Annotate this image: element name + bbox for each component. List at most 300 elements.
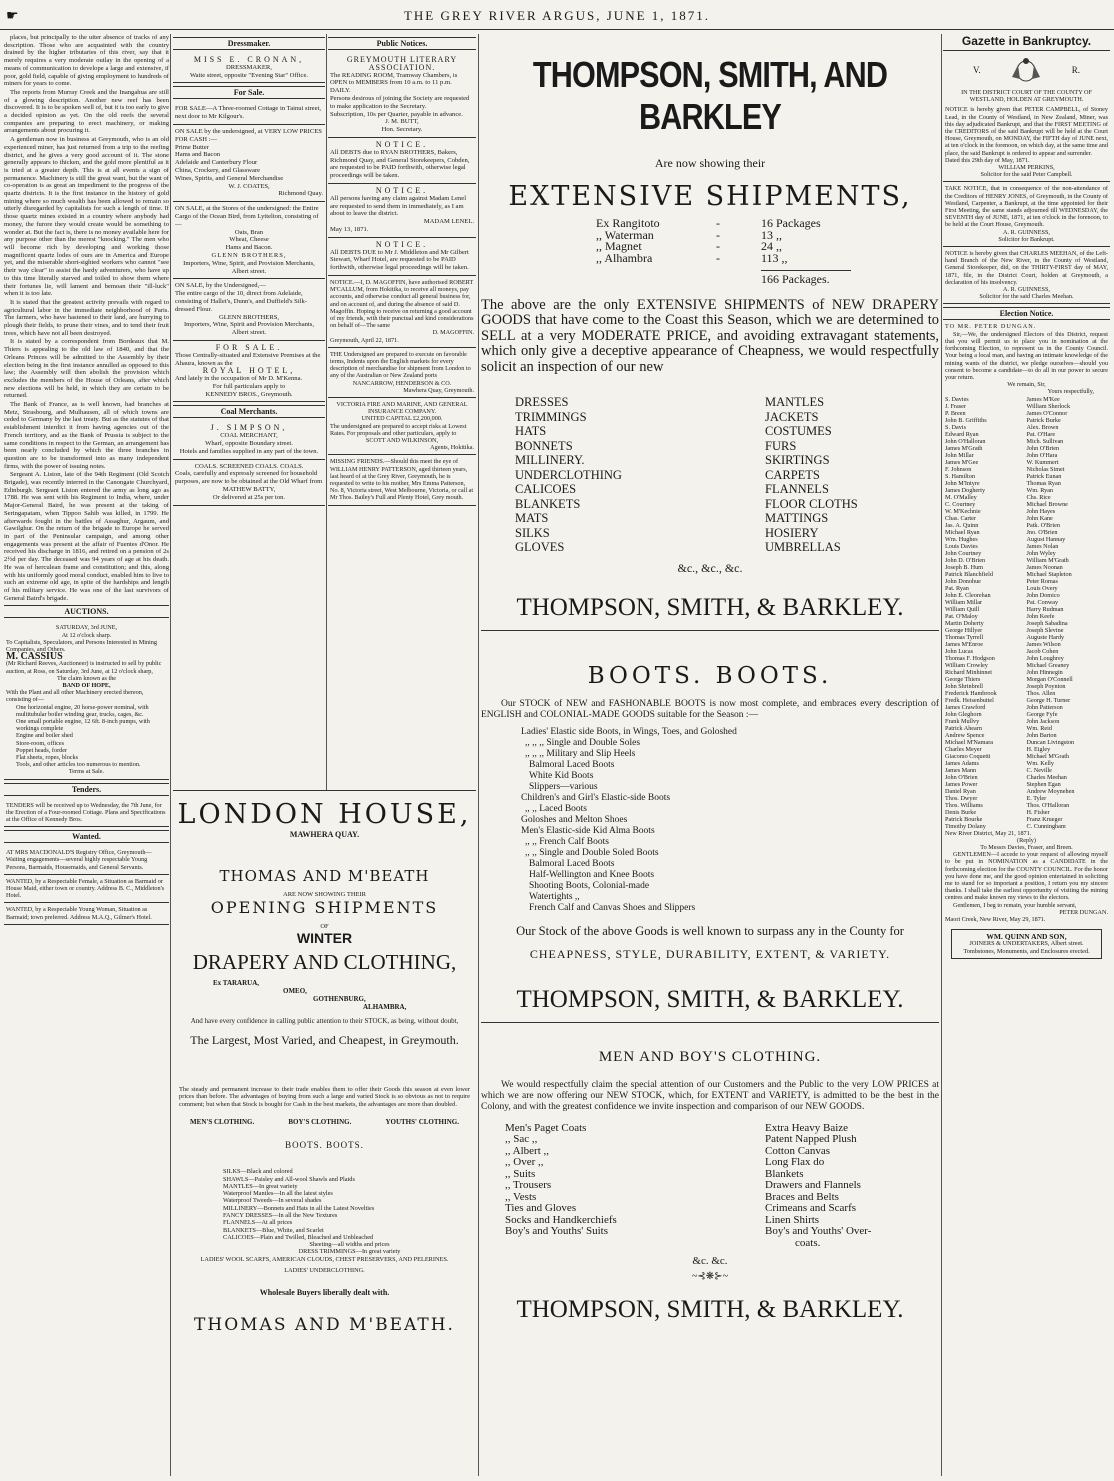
election-yours: Yours respectfully, bbox=[1047, 388, 1094, 396]
news-paragraph: It is stated by a correspondent from Bordeaux that M. Thiers is appealing to the old law of 1840, and that the Orleans Princes will be admitted to the Assembly by their election being in the first instance annulled as opposed to this law; the Assembly will then abolish the provision which excludes the members of the House of Orleans, after which new elections will be held, in which they are certain to be returned. bbox=[4, 338, 169, 400]
elector-name: Thos. Allen bbox=[1026, 689, 1056, 697]
hotel-sale-body: Those Centrally-situated and Extensive Premises at the Ahaura, known as the bbox=[175, 351, 321, 367]
clothing-label: MEN'S CLOTHING. bbox=[190, 1118, 255, 1127]
elector-name: Giacomo Coquetti bbox=[945, 752, 991, 760]
elector-name: John Domico bbox=[1026, 591, 1060, 599]
elector-name: John Patterson bbox=[1026, 703, 1063, 711]
elector-name: John Loughrey bbox=[1026, 654, 1064, 662]
sale-location: Richmond Quay. bbox=[278, 190, 323, 198]
goods-item: BLANKETS bbox=[515, 496, 581, 511]
elector-name: Pat. Ryan bbox=[945, 584, 969, 592]
elector-name: James Adams bbox=[945, 759, 979, 767]
elector-name: Franz Krueger bbox=[1026, 815, 1063, 823]
elector-name: William Sherlock bbox=[1026, 402, 1071, 410]
elector-name: Jacob Cohen bbox=[1026, 647, 1059, 655]
auctioneer-name: M. CASSIUS bbox=[6, 651, 63, 663]
men-item: ,, Albert ,, bbox=[505, 1144, 549, 1157]
elector-name: James Nolan bbox=[1026, 542, 1059, 550]
men-item: Blankets bbox=[765, 1167, 804, 1180]
men-item: Long Flax do bbox=[765, 1156, 825, 1168]
notice-signature: MADAM LENEL. bbox=[423, 218, 474, 226]
elector-name: George Thiers bbox=[945, 675, 981, 683]
insurance-capital: UNITED CAPITAL £2,200,000. bbox=[361, 415, 443, 423]
section-heading-election: Election Notice. bbox=[943, 307, 1110, 320]
london-item: DRESS TRIMMINGS—In great variety bbox=[298, 1248, 401, 1256]
reply-body: GENTLEMEN—I accede to your request of allowing myself to be put in NOMINATION as a CANDIDATE in the forthcoming election for the COUNTY COUNCIL. For the honor you have done me, and the good opinion entertained in soliciting me to stand for so important a position, I return you my sincere thanks. I shall take the earliest opportunity of visiting the mining centres and make known my views to the electors. bbox=[945, 851, 1108, 902]
elector-name: Thos. Dwyer bbox=[945, 794, 978, 802]
coal-title: COALS. SCREENED COALS. COALS. bbox=[194, 462, 304, 470]
coal-address: Wharf, opposite Boundary street. bbox=[205, 440, 293, 448]
elector-name: Thos. Williams bbox=[945, 801, 983, 809]
insurance-body: The undersigned are prepared to accept risks at Lowest Rates. For proposals and other particulars, apply to bbox=[330, 422, 467, 437]
insurance-notice bbox=[328, 398, 476, 455]
shipment-qty: 16 Packages bbox=[761, 216, 821, 230]
goods-list bbox=[515, 395, 939, 555]
elector-name: W. Kummert bbox=[1026, 458, 1059, 466]
elector-name: John Millar bbox=[945, 451, 974, 459]
auction-time: At 12 o'clock sharp. bbox=[61, 631, 112, 639]
missing-friends-notice: MISSING FRIENDS.—Should this meet the eye of WILLIAM HENRY PATTERSON, aged thirteen years, last heard of at the Grey River, Greymouth, he is requested to write to his mother, Mrs Emma Patterson, No. 8, Victoria street, West Melbourne, Victoria, or call at Mr Thos. Bailey's Full and Plenty Hotel, Grey mouth. bbox=[328, 455, 476, 505]
elector-name: William Quill bbox=[945, 605, 980, 613]
goods-item: FLANNELS bbox=[765, 482, 829, 496]
ship-name: GOTHENBURG, bbox=[313, 995, 366, 1003]
notice-body: NOTICE is hereby given that PETER CAMPBELL, of Stoney Lead, in the County of Westland, in New Zealand, Miner, was this day adjudicated Bankrupt, and that the FIRST MEETING of the CREDITORS of the said Bankrupt will be held at the Court House, Greymouth, on MONDAY, the FIFTH day of JUNE next, at ten o'clock in the forenoon, on which day, at the same time and place, the said Bankrupt is ordered to appear and surrender. bbox=[945, 106, 1108, 157]
men-item: coats. bbox=[795, 1236, 821, 1249]
bankruptcy-notice bbox=[943, 247, 1110, 304]
elector-name: John D. O'Brien bbox=[945, 556, 986, 564]
elector-name: William M'Grath bbox=[1026, 556, 1069, 564]
shipment-dash: - bbox=[716, 227, 720, 242]
section-heading-wanted: Wanted. bbox=[4, 830, 169, 843]
wanted-ad: WANTED, by a Respectable Young Woman, Situation as Barmaid; town preferred. Address M.A.Q., Gilmer's Hotel. bbox=[4, 903, 169, 924]
notice bbox=[328, 138, 476, 184]
election-addressee: TO MR. PETER DUNGAN. bbox=[945, 323, 1037, 331]
elector-name: H. Eigley bbox=[1026, 745, 1051, 753]
hotel-agent: KENNEDY BROS., Greymouth. bbox=[205, 390, 293, 398]
elector-name: Wm. Hughes bbox=[945, 535, 978, 543]
plant-intro: With the Plant and all other Machinery erected thereon, consisting of— bbox=[6, 689, 144, 704]
elector-name: Louis Davies bbox=[945, 542, 978, 550]
elector-name: C. Cunningham bbox=[1026, 822, 1066, 830]
column-gazette bbox=[943, 34, 1110, 1476]
men-item: Socks and Handkerchiefs bbox=[505, 1213, 617, 1226]
sale-ad bbox=[173, 279, 325, 341]
thompson-smith-barkley-ad bbox=[481, 34, 939, 1476]
notice-body: All DEBTS due to RYAN BROTHERS, Bakers, Richmond Quay, and General Storekeepers, Cobden, are requested to be PAID forthwith, otherwise legal proceedings will be taken. bbox=[330, 148, 470, 180]
plant-list bbox=[6, 704, 167, 769]
coal-ad bbox=[173, 460, 325, 506]
goods-item: FLOOR CLOTHS bbox=[765, 496, 858, 511]
goods-column bbox=[515, 395, 765, 555]
shipment-ship: Ex Rangitoto bbox=[596, 216, 660, 230]
sale-body: The entire cargo of the 10, direct from Adelaide, consisting of Hallet's, Dunn's, and Duffield's Silk-dressed Flour. bbox=[175, 290, 308, 313]
hotel-occupation: And lately in the occupation of Mr D. M'Kenna. bbox=[175, 375, 303, 383]
elector-name: John Hayes bbox=[1026, 507, 1056, 515]
cheapness-line: CHEAPNESS, STYLE, DURABILITY, EXTENT, & VARIETY. bbox=[529, 946, 891, 961]
elector-name: Denis Burke bbox=[945, 808, 977, 816]
auction-body: (Mr Richard Reeves, Auctioneer) is instructed to sell by public auction, at Ross, on Saturday, 3rd June, at 12 o'clock sharp, bbox=[6, 660, 162, 675]
tender-ad: TENDERS will be received up to Wednesday, the 7th June, for the Erection of a Four-roomed Cottage. Plans and Specifications at the Office of Kennedy Bros. bbox=[4, 799, 169, 828]
elector-name: George H. Turner bbox=[1026, 696, 1071, 704]
dressmaker-address: Waite street, opposite "Evening Star" Office. bbox=[189, 71, 309, 79]
reply-heading: (Reply) bbox=[1017, 836, 1036, 844]
elector-name: James M'Grath bbox=[945, 444, 983, 452]
plant-item: One small portable engine, 12 6ft. 8-inch pumps, with workings complete bbox=[16, 717, 150, 733]
elector-name: Richard Minhinnet bbox=[945, 668, 992, 676]
news-paragraph: A gentleman now in business at Greymouth, who is an old experienced miner, has just returned from a trip to the reefing district, and he gives a very good account of it. The stone generally appears to thicken, and the gold more plentiful as it is tried at a greater depth. This is at all events a sign of permanence. Machinery is still the great want, but the want of co-operation is as great an impediment to the progress of the quartz districts. It is the first instance in the history of gold mining where so much wealth has been allowed to remain so utterly disregarded by capitalists for such a length of time. If those quartz mines existed in a country where anybody had money, the furore they would create would be something to wonder at. But the fact is, there is no money available here for any purpose other than the merest "knocking." The men who will become rich by developing and working those magnificent quartz lodes of ours are in America and Europe yet, and the miserable short-sighted workers who cannot "see their way clear" to assist the hardy adventurers, who have up to this time literally starved and toiled to show them where their fortunes lie, will lament and bemoan their "ill-luck" when it is too late. bbox=[4, 136, 169, 298]
elector-name: Daniel Ryan bbox=[945, 787, 976, 795]
tsb-showing: Are now showing their bbox=[654, 156, 766, 170]
boots-item: ,, ,, French Calf Boots bbox=[525, 836, 609, 847]
ship-name: ALHAMBRA, bbox=[363, 1003, 407, 1011]
elector-name: James O'Connor bbox=[1026, 409, 1068, 417]
goods-item: HATS bbox=[515, 424, 547, 438]
notice-title: NOTICE. bbox=[375, 185, 429, 195]
boots-item: Half-Wellington and Knee Boots bbox=[529, 869, 655, 880]
sale-signature: W. J. COATES, bbox=[228, 182, 270, 190]
men-item: Braces and Belts bbox=[765, 1190, 839, 1203]
insurance-location: Agents, Hokitika. bbox=[430, 444, 474, 452]
elector-name: Edward Ryan bbox=[945, 430, 979, 438]
tsb-headline: THOMPSON, SMITH, AND BARKLEY bbox=[532, 54, 888, 137]
men-item: Extra Heavy Baize bbox=[765, 1121, 849, 1134]
shipments-table bbox=[596, 218, 939, 286]
elector-name: Joseph B. Hum bbox=[945, 563, 983, 571]
sale-item: Adelaide and Canterbury Flour bbox=[175, 159, 258, 167]
boots-intro: Our STOCK of NEW and FASHONABLE BOOTS is now most complete, and embraces every description of ENGLISH and COLONIAL-MADE GOODS suitable for the Season :— bbox=[481, 698, 939, 720]
elector-name: Nicholas Simet bbox=[1026, 465, 1065, 473]
men-clothing-title: MEN AND BOY'S CLOTHING. bbox=[598, 1048, 822, 1065]
london-item: Waterproof Tweeds—In several shades bbox=[223, 1197, 322, 1205]
goods-item: HOSIERY bbox=[765, 525, 819, 540]
men-etc: &c. &c. bbox=[692, 1255, 728, 1267]
notice-date: Dated this 29th day of May, 1871. bbox=[945, 156, 1030, 164]
elector-name: John Wyley bbox=[1026, 549, 1056, 557]
elector-name: John Shrinbrell bbox=[945, 682, 983, 690]
elector-name: P. Breen bbox=[945, 409, 966, 417]
auction-audience: To Capitalists, Speculators, and Persons Interested in Mining Companies, and Others. bbox=[6, 638, 157, 653]
men-item: Men's Paget Coats bbox=[505, 1121, 587, 1134]
elector-name: John O'Brien bbox=[945, 773, 978, 781]
elector-name: J. Fraser bbox=[945, 402, 966, 410]
shipment-row bbox=[596, 250, 939, 265]
coat-of-arms-icon bbox=[1008, 57, 1044, 83]
elector-name: John Donohue bbox=[945, 577, 981, 585]
sale-signature: GLENN BROTHERS, bbox=[218, 313, 280, 321]
notice bbox=[328, 238, 476, 276]
undertaker-name: WM. QUINN AND SON, bbox=[986, 932, 1067, 942]
ship-ex: Ex TARARUA, bbox=[213, 979, 260, 987]
section-heading-auctions: AUCTIONS. bbox=[4, 605, 169, 618]
notice-date: May 13, 1871. bbox=[330, 225, 369, 233]
elector-name: John B. Griffiths bbox=[945, 416, 987, 424]
stock-line: Our Stock of the above Goods is well known to surpass any in the County for bbox=[516, 923, 904, 938]
news-paragraph: The reports from Murray Creek and the Inangahua are still of a glowing description. Another new reef has been discovered. It is to be spoken well of, but it is too early to give a decided opinion as yet. On the old reefs the several companies are preparing to erect machinery, or making arrangements about procuring it. bbox=[4, 88, 169, 135]
shipment-qty: 13 ,, bbox=[761, 227, 782, 242]
goods-item: BONNETS bbox=[515, 438, 573, 453]
literary-role: Hon. Secretary. bbox=[381, 126, 423, 134]
elector-name: Joseph Sabadina bbox=[1026, 619, 1068, 627]
elector-name: George Fyfe bbox=[1026, 710, 1058, 718]
elector-name: S. Hamilton bbox=[945, 472, 975, 480]
news-paragraph: Sergeant A. Liston, late of the 94th Regiment (Old Scotch Brigade), was recently interred in the Canongate Churchyard, Edinburgh. Sergeant Liston entered the army as long ago as 1788. He was sent with his Regiment to India, where, under Major-General Baird, he was present at the taking of Seringapatam, when Tippoo Sahib was killed, in 1799. He afterwards fought in the battles of Assaghur, Argaum, and Gawilghur. On the return of the brigade to Europe he served in part of the Peninsular campaign, and among other engagements was present at the affair of Fuentes d'Onor. He received his discharge in 1816, and retired on a pension of 2s 2½d per day. The deceased was 94 years of age at his death. He was of herculean frame and constitution; and this, along with his uniformly good moral conduct, enabled him to live to such an extreme old age, in spite of the hardships and length of his military service. He was one of the last survivors of General Baird's brigade. bbox=[4, 471, 169, 602]
notice bbox=[328, 276, 476, 348]
divider bbox=[481, 630, 939, 631]
elector-name: John Barton bbox=[1026, 731, 1057, 739]
elector-name: Andrew Spence bbox=[945, 731, 985, 739]
shipment-qty: 24 ,, bbox=[761, 239, 782, 253]
elector-name: S. Davis bbox=[945, 423, 966, 431]
sale-location: Importers, Wine, Spirit, and Provision Merchants, Albert street. bbox=[183, 259, 315, 275]
tsb-signature: THOMPSON, SMITH, & BARKLEY. bbox=[516, 593, 904, 621]
section-heading-dressmaker: Dressmaker. bbox=[173, 37, 325, 50]
elector-name: Wm. Kelly bbox=[1026, 759, 1054, 767]
indent-notice bbox=[328, 348, 476, 398]
tsb-extensive: EXTENSIVE SHIPMENTS, bbox=[508, 181, 912, 212]
london-item: MILLINERY—Bonnets and Hats in all the Latest Novelties bbox=[223, 1204, 375, 1212]
elector-name: John Lucas bbox=[945, 647, 974, 655]
goods-item: CALICOES bbox=[515, 482, 577, 496]
sale-item: Oats, Bran bbox=[234, 228, 264, 236]
goods-item: MANTLES bbox=[765, 395, 825, 409]
london-steady: The steady and permanent increase to their trade enables them to offer their Goods this season at even lower prices than before. The advantages of buying from such a large and varied Stock is so obvious as not to require comment; but when that Stock is bought for Cash in the best markets, the advantages are more than doubled. bbox=[179, 1086, 470, 1108]
sale-location: Importers, Wine, Spirit and Provision Merchants, Albert street. bbox=[183, 321, 314, 337]
elector-name: James Dogherty bbox=[945, 486, 986, 494]
elector-name: Frederick Hambrook bbox=[945, 689, 997, 697]
london-item: BLANKETS—Blue, White, and Scarlet bbox=[223, 1226, 324, 1234]
men-item: ,, Trousers bbox=[505, 1179, 552, 1191]
gazette-title: Gazette in Bankruptcy. bbox=[943, 34, 1110, 51]
goods-item: SKIRTINGS bbox=[765, 453, 830, 467]
boots-item: Shooting Boots, Colonial-made bbox=[529, 880, 650, 891]
london-house-title: LONDON HOUSE, bbox=[177, 799, 472, 830]
boots-item: ,, ,, ,, Single and Double Soles bbox=[525, 737, 641, 748]
elector-name: Michael Stapleton bbox=[1026, 570, 1072, 578]
notice-location: Mawhera Quay, Greymouth. bbox=[403, 386, 474, 394]
elector-name: Thomas F. Hodgson bbox=[945, 654, 995, 662]
clothing-label: YOUTHS' CLOTHING. bbox=[385, 1118, 459, 1127]
notice-signature: NANCARROW, HENDERSON & CO. bbox=[352, 379, 452, 387]
news-paragraph: The Bank of France, as is well known, had branches at Metz, Strasbourg, and Mulhausen, all of which towns are ceded to Germany by the last treaty. But as the statutes of that establishment interdict it from having agencies out of the French territory, and as the Bank of Prussia is subject to the same conditions in respect to the German, an arrangement has been nearly concluded by which the three branches in question are to be transformed into as many independent firms, with the power of issuing notes. bbox=[4, 401, 169, 470]
elector-name: John O'Hara bbox=[1026, 451, 1058, 459]
goods-item: MATTINGS bbox=[765, 511, 829, 525]
men-item: Cotton Canvas bbox=[765, 1144, 831, 1157]
plant-item: One horizontal engine, 20 horse-power nominal, with multitubular boiler winding gear, trucks, cages, &c. bbox=[16, 703, 149, 718]
london-house-location: MAWHERA QUAY. bbox=[289, 830, 360, 839]
dressmaker-trade: DRESSMAKER, bbox=[226, 63, 272, 71]
london-item: CALICOES—Plain and Twilled, Bleached and Unbleached bbox=[223, 1233, 374, 1241]
literary-body: Subscription, 10s per Quarter, payable in advance. bbox=[330, 110, 463, 118]
notice-body: NOTICE is hereby given that CHARLES MEEHAN, of the Left-hand Branch of the New River, in the County of Westland, General Storekeeper, did, on the THIRTY-FIRST day of MAY, 1871, file, in the District Court, holden at Greymouth, a declaration of his insolvency. bbox=[945, 250, 1108, 286]
reply-signature: PETER DUNGAN. bbox=[1059, 908, 1108, 916]
wanted-ad: WANTED, by a Respectable Female, a Situation as Barmaid or House Maid, either town or country. Address B. C., Middleton's Hotel. bbox=[4, 875, 169, 904]
sale-ad: FOR SALE—A Three-roomed Cottage in Tainui street, next door to Mr Kilgour's. bbox=[173, 102, 325, 125]
goods-item: UMBRELLAS bbox=[765, 540, 841, 554]
auction-date: SATURDAY, 3rd JUNE, bbox=[55, 624, 118, 632]
reply-location: Maori Creek, New River, May 29, 1871. bbox=[945, 915, 1046, 923]
men-column bbox=[765, 1123, 871, 1250]
elector-name: Thomas Ryan bbox=[1026, 479, 1061, 487]
elector-name: John Hinnegin bbox=[1026, 668, 1063, 676]
tsb-signature: THOMPSON, SMITH, & BARKLEY. bbox=[516, 985, 904, 1013]
boots-item: Ladies' Elastic side Boots, in Wings, Toes, and Goloshed bbox=[521, 726, 737, 737]
elector-name: Morgan O'Connell bbox=[1026, 675, 1073, 683]
men-intro: We would respectfully claim the special attention of our Customers and the Public to the very LOW PRICES at which we are now offering our NEW STOCK, which, for EXTENT and VARIETY, is admitted to be the best in the Colony, and with the greatest confidence we invite inspection and comparison of our NEW GOODS. bbox=[481, 1079, 939, 1112]
dressmaker-name: MISS E. CRONAN, bbox=[193, 55, 305, 64]
shipment-total: 166 Packages. bbox=[761, 270, 851, 286]
notice-date: Greymouth, April 22, 1871. bbox=[330, 336, 399, 344]
london-confidence: And have every confidence in calling public attention to their STOCK, as being, without doubt, bbox=[190, 1017, 459, 1025]
boots-item: ,, ,, ,, Military and Slip Heels bbox=[525, 748, 636, 759]
column-news bbox=[4, 34, 169, 1476]
ship-name: OMEO, bbox=[283, 987, 307, 995]
crest-letter: V. bbox=[973, 65, 981, 75]
notice-signature: A. R. GUINNESS, bbox=[1003, 228, 1050, 236]
hotel-particulars: For full particulars apply to bbox=[212, 382, 286, 390]
clothing-row bbox=[173, 1118, 476, 1126]
hotel-sale-ad bbox=[173, 341, 325, 403]
boots-item: ,, ,, Single and Double Soled Boots bbox=[525, 847, 659, 858]
goods-item: SILKS bbox=[515, 525, 550, 540]
clothing-label: BOY'S CLOTHING. bbox=[288, 1118, 352, 1127]
elector-name: Patrick Burke bbox=[1026, 416, 1061, 424]
tsb-paragraph: The above are the only EXTENSIVE SHIPMENTS of NEW DRAPERY GOODS that have come to the Coast this Season, which we are determined to SELL at a very MODERATE PRICE, and avoiding extravagant statements, which only give a deceptive appearance of Cheapness, we would respectfully solicit an inspection of our new bbox=[481, 296, 939, 375]
sale-signature: GLENN BROTHERS, bbox=[211, 251, 287, 259]
hotel-name: ROYAL HOTEL, bbox=[202, 366, 296, 376]
elector-name: Peter Romas bbox=[1026, 577, 1058, 585]
shipment-dash: - bbox=[716, 250, 720, 265]
election-date: New River District, May 21, 1871. bbox=[945, 829, 1032, 837]
goods-column bbox=[765, 395, 858, 555]
coal-ad bbox=[173, 421, 325, 459]
sale-intro: ON SALE, by the Undersigned,— bbox=[175, 282, 266, 290]
london-item: MANTLES—In great variety bbox=[223, 1182, 298, 1190]
men-item: ,, Over ,, bbox=[505, 1156, 544, 1168]
men-item: Crimeans and Scarfs bbox=[765, 1202, 857, 1214]
boots-item: French Calf and Canvas Shoes and Slippers bbox=[529, 902, 696, 913]
auction-ad bbox=[4, 621, 169, 779]
elector-name: Frank Mullvy bbox=[945, 717, 980, 725]
notice bbox=[328, 184, 476, 238]
goods-item: DRESSES bbox=[515, 395, 569, 409]
elector-name: George Hillyer bbox=[945, 626, 983, 634]
sale-item: Wheat, Cheese bbox=[229, 236, 269, 244]
sale-item: Prime Butter bbox=[175, 143, 209, 151]
auction-terms: Terms at Sale. bbox=[68, 768, 105, 776]
london-footer: THOMAS AND M'BEATH. bbox=[194, 1314, 455, 1335]
london-house-ad bbox=[173, 790, 476, 1476]
goods-item: JACKETS bbox=[765, 409, 819, 424]
elector-name: Martin Doherty bbox=[945, 619, 984, 627]
elector-name: John Keefe bbox=[1026, 612, 1055, 620]
elector-name: William Crowley bbox=[945, 661, 988, 669]
london-largest: The Largest, Most Varied, and Cheapest, in Greymouth. bbox=[190, 1033, 459, 1047]
elector-name: C. Courtney bbox=[945, 500, 976, 508]
sale-ad bbox=[173, 202, 325, 279]
elector-name: James M'Enroe bbox=[945, 640, 984, 648]
elector-name: John Kane bbox=[1026, 514, 1053, 522]
plant-item: Tools, and other articles too numerous to mention. bbox=[16, 761, 141, 769]
column-rule bbox=[478, 34, 479, 1476]
insurance-title: VICTORIA FIRE AND MARINE, AND GENERAL INSURANCE COMPANY. bbox=[336, 400, 468, 416]
men-item: Drawers and Flannels bbox=[765, 1179, 861, 1191]
literary-body: Persons desirous of joining the Society are requested to make application to the Secretary. bbox=[330, 94, 470, 110]
section-heading-coal: Coal Merchants. bbox=[173, 405, 325, 418]
boots-item: Goloshes and Melton Shoes bbox=[521, 814, 628, 825]
elector-name: Andrew Moynehen bbox=[1026, 787, 1075, 795]
boots-item: Slippers—various bbox=[529, 781, 598, 792]
elector-name: Pat. Conway bbox=[1026, 598, 1059, 606]
elector-name: James M'Gee bbox=[945, 458, 979, 466]
elector-name: Thos. O'Halloran bbox=[1026, 801, 1070, 809]
elector-name: Stephen Egan bbox=[1026, 780, 1061, 788]
notice-signature: D. MAGOFFIN. bbox=[432, 329, 474, 337]
elector-name: Patrick Eunan bbox=[1026, 472, 1062, 480]
column-rule bbox=[941, 34, 942, 1476]
royal-crest bbox=[943, 51, 1110, 89]
london-showing: ARE NOW SHOWING THEIR bbox=[283, 891, 366, 898]
men-item: Linen Shirts bbox=[765, 1213, 820, 1226]
london-of: OF bbox=[320, 923, 329, 930]
elector-name: Michael Ryan bbox=[945, 528, 980, 536]
election-remain: We remain, Sir, bbox=[1007, 381, 1046, 389]
boots-item: Watertights ,, bbox=[529, 891, 580, 902]
notice-role: Solicitor for Bankrupt. bbox=[998, 235, 1055, 243]
men-column bbox=[505, 1123, 765, 1250]
men-item: ,, Suits bbox=[505, 1167, 536, 1180]
elector-name: Chs. Rice bbox=[1026, 493, 1051, 501]
london-boots: BOOTS. BOOTS. bbox=[285, 1140, 364, 1151]
bankruptcy-notice bbox=[943, 103, 1110, 182]
elector-name: C. Neville bbox=[1026, 766, 1052, 774]
men-item: Patent Napped Plush bbox=[765, 1133, 857, 1145]
court-heading: IN THE DISTRICT COURT OF THE COUNTY OF WESTLAND, HOLDEN AT GREYMOUTH. bbox=[961, 89, 1092, 104]
boots-item: Men's Elastic-side Kid Alma Boots bbox=[521, 825, 655, 836]
literary-notice bbox=[328, 53, 476, 138]
london-house-firm: THOMAS AND M'BEATH bbox=[219, 867, 430, 885]
goods-item: CARPETS bbox=[765, 467, 820, 482]
elector-name: John Jackson bbox=[1026, 717, 1060, 725]
elector-name: Auguste Hardy bbox=[1026, 633, 1065, 641]
notice-body: TAKE NOTICE, that in consequence of the non-attendance of the Creditors of HENRY JONES, of Greymouth, in the County of Westland, Carpenter, a Bankrupt, at the time appointed for their First Meeting, the same stands adjourned till WEDNESDAY, the SEVENTH day of JUNE, 1871, at ten o'clock in the forenoon, to be held at the Court House, Greymouth. bbox=[945, 185, 1108, 229]
elector-name: John M'Intyre bbox=[945, 479, 980, 487]
literary-signature: J. M. BUTT, bbox=[385, 118, 419, 126]
elector-signatures bbox=[945, 396, 1108, 830]
goods-item: COSTUMES bbox=[765, 424, 832, 438]
pointing-hand-icon: ☛ bbox=[6, 9, 19, 24]
elector-name: Patk. O'Brien bbox=[1026, 521, 1060, 529]
undertaker-body: JOINERS & UNDERTAKERS, Albert street. Tombstones, Monuments, and Enclosures erected. bbox=[963, 940, 1090, 955]
reply-addressee: To Messrs Davies, Fraser, and Breen. bbox=[980, 843, 1073, 851]
boots-item: Children's and Girl's Elastic-side Boots bbox=[521, 792, 671, 803]
men-item: ,, Vests bbox=[505, 1190, 537, 1203]
elector-name: Patrick Ahearn bbox=[945, 724, 982, 732]
london-wool: LADIES' WOOL SCARFS, AMERICAN CLOUDS, CHEST PRESERVERS, AND PELERINES. bbox=[200, 1255, 449, 1263]
flourish-icon: ~⊰❋⊱~ bbox=[692, 1271, 728, 1282]
shipment-ship: ,, Waterman bbox=[596, 227, 654, 242]
section-heading-for-sale: For Sale. bbox=[173, 86, 325, 99]
london-wholesale: Wholesale Buyers liberally dealt with. bbox=[259, 1287, 390, 1297]
sale-intro: ON SALE by the undersigned, at VERY LOW PRICES FOR CASH :— bbox=[175, 127, 322, 143]
wanted-ad: AT MRS MACDONALD'S Registry Office, Greymouth—Waiting engagements—several highly respectable Young Persons, Barmaids, Housemaids, and General Servants. bbox=[4, 846, 169, 875]
london-item: SILKS—Black and colored bbox=[223, 1168, 293, 1176]
boots-item: Balmoral Laced Boots bbox=[529, 759, 615, 770]
sale-ad bbox=[173, 125, 325, 202]
claim-name: BAND OF HOPE, bbox=[62, 681, 111, 689]
tsb-boots-title: BOOTS. BOOTS. bbox=[587, 662, 833, 689]
elector-name: Pat. O'Maloy bbox=[945, 612, 978, 620]
men-item: Boy's and Youths' Over- bbox=[765, 1225, 872, 1237]
